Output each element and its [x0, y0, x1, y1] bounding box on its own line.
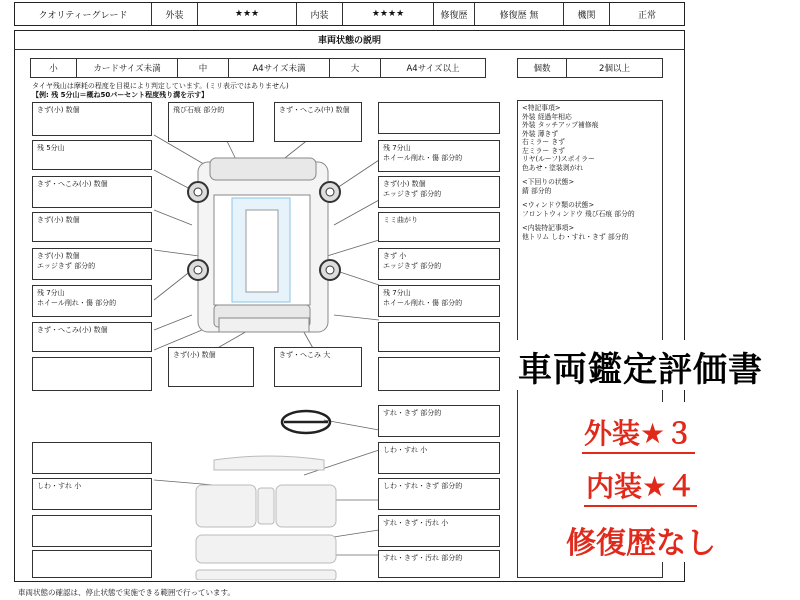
note-text: 残 7分山 — [37, 289, 65, 297]
window-notes — [522, 201, 658, 218]
note-text: 飛び石痕 部分的 — [173, 106, 225, 114]
note-box — [32, 285, 152, 317]
note-text: きず(小) 数個 — [37, 216, 80, 224]
note-text: きず 小 — [383, 252, 407, 260]
exterior-rating: 外装★３ — [582, 412, 695, 454]
tire-note-line2: 【例: 残 5分山＝概ね50パーセント程度残り溝を示す】 — [32, 91, 209, 99]
interior-title: <内装特記事項> — [522, 224, 575, 232]
note-box — [378, 140, 500, 172]
note-box — [32, 478, 152, 510]
note-box — [274, 102, 362, 142]
note-box — [378, 478, 500, 510]
engine-value: 正常 — [637, 10, 656, 21]
legend-large-desc: A4サイズ以上 — [406, 64, 460, 74]
count-label: 個数 — [518, 59, 567, 77]
special-item: 外装 経過年相応 — [522, 112, 572, 121]
special-notes — [522, 104, 658, 172]
note-text: きず・へこみ 大 — [279, 351, 331, 359]
interior-rating: 内装★４ — [584, 465, 697, 507]
note-box — [168, 347, 254, 387]
note-box — [378, 102, 500, 134]
legend-medium: 中 — [178, 59, 229, 77]
note-box — [32, 248, 152, 280]
note-text: しわ・すれ・きず 部分的 — [383, 482, 463, 490]
note-box — [378, 357, 500, 391]
count-value: 2個以上 — [599, 64, 630, 74]
note-text: エッジきず 部分的 — [383, 190, 442, 198]
note-text: ホイール削れ・傷 部分的 — [37, 299, 117, 307]
tire-note-line1: タイヤ残山は摩耗の程度を目視により判定しています。(ミリ表示ではありません) — [32, 82, 289, 90]
note-box — [32, 176, 152, 208]
engine-label: 機関 — [564, 3, 610, 25]
note-box — [32, 322, 152, 352]
exterior-label: 外装 — [152, 3, 198, 25]
note-text: きず(小) 数個 — [383, 180, 426, 188]
note-text: しわ・すれ 小 — [37, 482, 82, 490]
grade-label: クオリティーグレード — [15, 3, 152, 25]
note-box — [32, 357, 152, 391]
repair-label: 修復歴 — [434, 3, 475, 25]
legend-small-desc: カードサイズ未満 — [77, 59, 178, 77]
note-box — [378, 322, 500, 352]
note-box — [378, 515, 500, 547]
legend-large: 大 — [330, 59, 381, 77]
interior-notes — [522, 224, 658, 241]
note-text: 残 5分山 — [37, 144, 65, 152]
underbody-notes — [522, 178, 658, 195]
note-text: ミミ曲がり — [383, 216, 418, 224]
quality-grade-bar — [14, 2, 685, 26]
note-text: しわ・すれ 小 — [383, 446, 428, 454]
interior-diagram — [196, 456, 336, 580]
note-box — [378, 248, 500, 280]
interior-label: 内装 — [297, 3, 343, 25]
note-box — [32, 550, 152, 578]
special-title: <特記事項> — [522, 104, 561, 112]
note-text: ホイール削れ・傷 部分的 — [383, 154, 463, 162]
note-text: すれ・きず・汚れ 部分的 — [383, 554, 463, 562]
window-item: フロントウィンドウ 飛び石痕 部分的 — [522, 209, 635, 218]
note-box — [32, 515, 152, 547]
under-title: <下回りの状態> — [522, 178, 575, 186]
note-text: きず(小) 数個 — [173, 351, 216, 359]
note-box — [378, 442, 500, 474]
legend-small: 小 — [31, 59, 77, 77]
legend-medium-desc: A4サイズ未満 — [229, 59, 330, 77]
note-box — [378, 405, 500, 437]
repair-history-rating: 修復歴なし — [566, 526, 716, 561]
interior-value: ★★★★ — [343, 3, 434, 25]
footer-note: 車両状態の確認は、停止状態で実施できる範囲で行っています。 — [18, 588, 235, 597]
note-text: すれ・きず 部分的 — [383, 409, 442, 417]
special-item: 色あせ・塗装剥がれ — [522, 163, 584, 172]
note-text: 残 7分山 — [383, 289, 411, 297]
note-box — [32, 442, 152, 474]
special-item: 外装 薄きず — [522, 129, 559, 138]
note-box — [32, 140, 152, 170]
section-title: 車両状態の説明 — [14, 30, 685, 50]
repair-value: 修復歴 無 — [475, 3, 564, 25]
note-text: すれ・きず・汚れ 小 — [383, 519, 449, 527]
note-box — [274, 347, 362, 387]
note-text: きず・へこみ(中) 数個 — [279, 106, 350, 114]
special-item: 外装 タッチアップ補修痕 — [522, 121, 599, 129]
note-text: ホイール削れ・傷 部分的 — [383, 299, 463, 307]
special-item: リヤ(ルーフ)スポイラー — [522, 155, 595, 163]
note-text: きず(小) 数個 — [37, 106, 80, 114]
count-legend — [517, 58, 663, 78]
window-title: <ウィンドウ類の状態> — [522, 201, 595, 209]
note-box — [378, 176, 500, 208]
note-text: きず(小) 数個 — [37, 252, 80, 260]
note-text: エッジきず 部分的 — [383, 262, 442, 270]
under-item: 錆 部分的 — [522, 186, 552, 195]
special-item: 左ミラー きず — [522, 146, 565, 155]
exterior-value: ★★★ — [198, 3, 297, 25]
car-body — [198, 158, 328, 332]
size-legend — [30, 58, 486, 78]
steering-wheel-icon — [282, 411, 330, 433]
note-box — [378, 550, 500, 578]
note-box — [32, 212, 152, 242]
note-text: エッジきず 部分的 — [37, 262, 96, 270]
note-box — [378, 212, 500, 242]
note-text: きず・へこみ(小) 数個 — [37, 180, 108, 188]
note-text: きず・へこみ(小) 数個 — [37, 326, 108, 334]
appraisal-title: 車両鑑定評価書 — [518, 350, 763, 390]
special-item: 右ミラー きず — [522, 138, 565, 146]
tire-note — [32, 82, 289, 100]
note-box — [32, 102, 152, 136]
note-box — [168, 102, 254, 142]
note-box — [378, 285, 500, 317]
note-text: 残 7分山 — [383, 144, 411, 152]
interior-item: 他トリム しわ・すれ・きず 部分的 — [522, 232, 629, 241]
